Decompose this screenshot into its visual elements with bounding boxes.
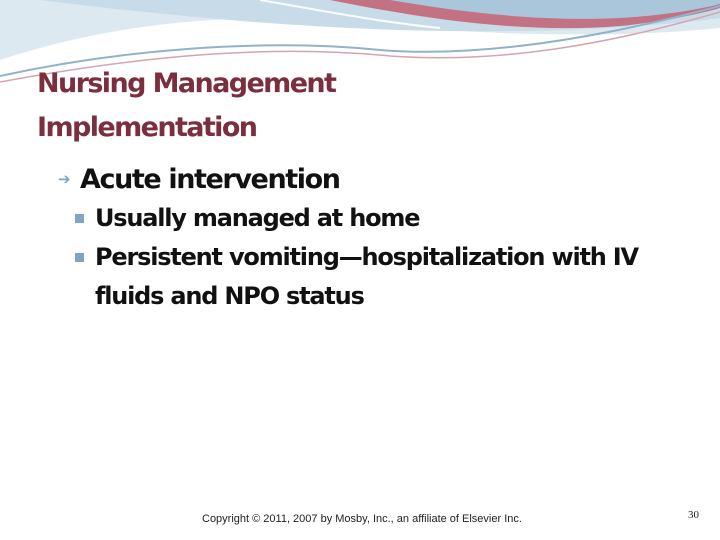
sub-bullet-list	[75, 199, 685, 316]
sub-bullet-item	[75, 199, 685, 238]
sub-bullet-text: Persistent vomiting—hospitalization with IV fluids and NPO status	[95, 243, 638, 310]
bullet-label: Acute intervention	[80, 164, 340, 195]
arrow-bullet-icon: ➔	[58, 170, 71, 188]
square-bullet-icon	[75, 214, 84, 223]
footer-copyright: Copyright © 2011, 2007 by Mosby, Inc., an affiliate of Elsevier Inc.	[202, 513, 522, 525]
sub-bullet-text: Usually managed at home	[95, 204, 420, 232]
bullet-acute-intervention	[58, 159, 340, 200]
slide-title	[37, 62, 335, 150]
slide-title-line-2: Implementation	[37, 112, 257, 143]
sub-bullet-item	[75, 238, 685, 316]
slide-title-line-1: Nursing Management	[37, 68, 336, 99]
page-number: 30	[688, 509, 699, 521]
square-bullet-icon	[75, 253, 84, 262]
